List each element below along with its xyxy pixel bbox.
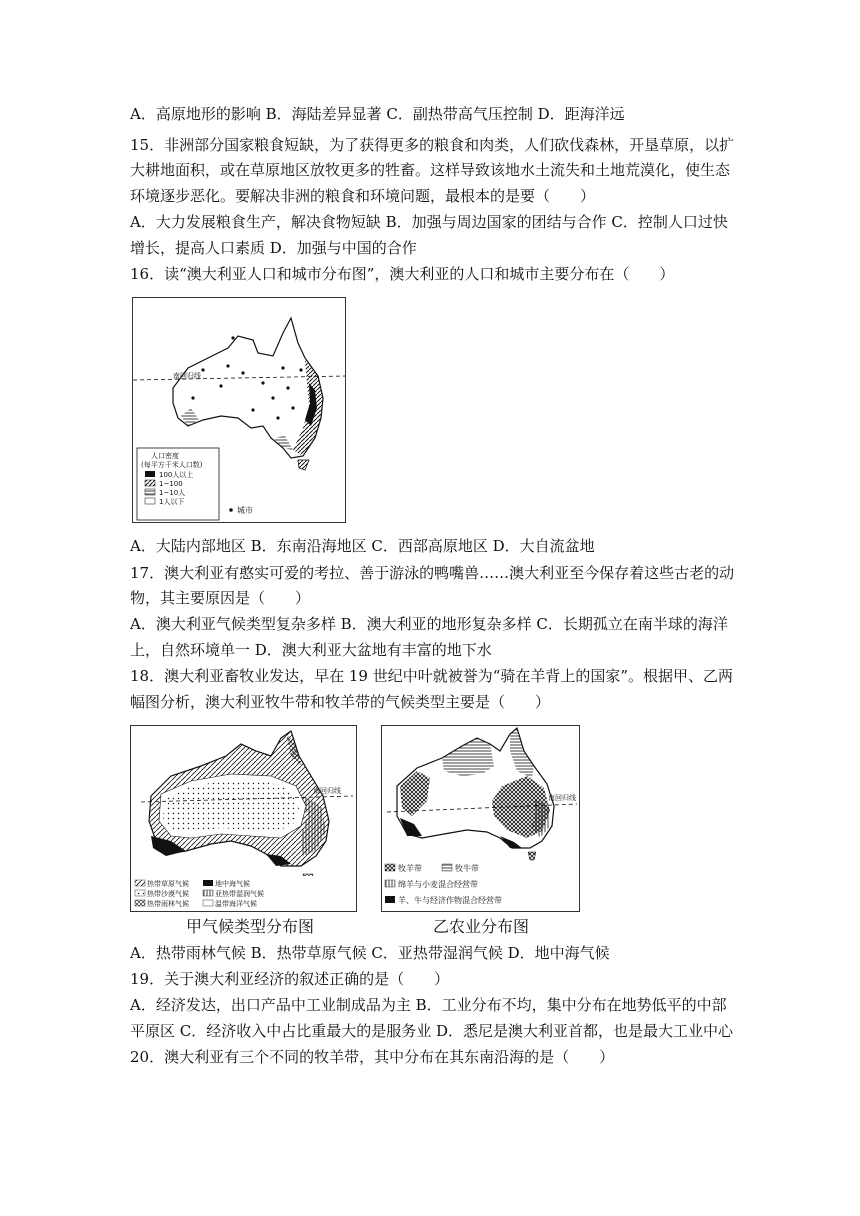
legend-title: 人口密度 (151, 452, 179, 460)
question-line: 物，其主要原因是（ ） (130, 589, 311, 607)
legend-item: 热带沙漠气候 (147, 890, 189, 898)
legend-item: 1~100 (159, 480, 183, 488)
legend-item: 牧牛带 (455, 864, 479, 873)
question-15: 15．非洲部分国家粮食短缺，为了获得更多的粮食和肉类，人们砍伐森林，开垦草原，以扩 (130, 136, 735, 154)
population-map (132, 297, 346, 523)
option-line: A．高原地形的影响 B．海陆差异显著 C．副热带高气压控制 D．距海洋远 (130, 105, 625, 123)
question-17: 17．澳大利亚有憨实可爱的考拉、善于游泳的鸭嘴兽……澳大利亚至今保存着这些古老的动 (130, 564, 735, 582)
tropic-label: 南回归线 (548, 794, 576, 802)
question-line: 幅图分析，澳大利亚牧牛带和牧羊带的气候类型主要是（ ） (130, 693, 551, 711)
tropic-label: 南回归线 (173, 372, 201, 380)
question-20: 20．澳大利亚有三个不同的牧羊带，其中分布在其东南沿海的是（ ） (130, 1048, 615, 1066)
city-label: 城市 (237, 506, 253, 515)
climate-map-svg (131, 726, 356, 911)
agriculture-map-caption: 乙农业分布图 (433, 917, 530, 936)
question-18: 18．澳大利亚畜牧业发达，早在 19 世纪中叶就被誉为“骑在羊背上的国家”。根据甲、乙两 (130, 667, 734, 685)
option-line: A．大陆内部地区 B．东南沿海地区 C．西部高原地区 D．大自流盆地 (130, 537, 595, 555)
legend-item: 热带雨林气候 (147, 900, 189, 908)
legend-item: 亚热带湿润气候 (215, 890, 264, 898)
legend-item: 1人以下 (159, 498, 185, 506)
option-line: A．澳大利亚气候类型复杂多样 B．澳大利亚的地形复杂多样 C．长期孤立在南半球的海洋 (130, 615, 728, 633)
legend-item: 绵羊与小麦混合经营带 (398, 880, 478, 889)
question-line: 大耕地面积，或在草原地区放牧更多的牲畜。这样导致该地水土流失和土地荒漠化，使生态 (130, 161, 731, 179)
question-19: 19．关于澳大利亚经济的叙述正确的是（ ） (130, 970, 450, 988)
option-line: 增长，提高人口素质 D．加强与中国的合作 (130, 239, 417, 257)
option-line: A．经济发达，出口产品中工业制成品为主 B．工业分布不均，集中分布在地势低平的中部 (130, 996, 727, 1014)
climate-map-caption: 甲气候类型分布图 (186, 917, 315, 936)
option-line: A．热带雨林气候 B．热带草原气候 C．亚热带湿润气候 D．地中海气候 (130, 944, 610, 962)
agriculture-map-svg (382, 726, 579, 911)
option-line: A．大力发展粮食生产，解决食物短缺 B．加强与周边国家的团结与合作 C．控制人口过快 (130, 213, 728, 231)
legend-item: 热带草原气候 (147, 880, 189, 888)
climate-map (130, 725, 357, 912)
question-16: 16．读“澳大利亚人口和城市分布图”，澳大利亚的人口和城市主要分布在（ ） (130, 265, 675, 283)
legend-item: 1~10人 (159, 489, 186, 497)
legend-item: 地中海气候 (215, 880, 250, 888)
legend-item: 100人以上 (159, 471, 194, 479)
legend-item: 牧羊带 (398, 864, 422, 873)
option-line: 平原区 C．经济收入中占比重最大的是服务业 D．悉尼是澳大利亚首都，也是最大工业中心 (130, 1022, 734, 1040)
legend-subtitle: (每平方千米人口数) (141, 461, 203, 469)
option-line: 上，自然环境单一 D．澳大利亚大盆地有丰富的地下水 (130, 641, 492, 659)
legend-item: 温带海洋气候 (215, 900, 257, 908)
legend-item: 羊、牛与经济作物混合经营带 (398, 896, 502, 905)
agriculture-map (381, 725, 580, 912)
question-line: 环境逐步恶化。要解决非洲的粮食和环境问题，最根本的是要（ ） (130, 187, 596, 205)
population-map-svg (133, 298, 345, 522)
tropic-label: 南回归线 (313, 787, 341, 795)
